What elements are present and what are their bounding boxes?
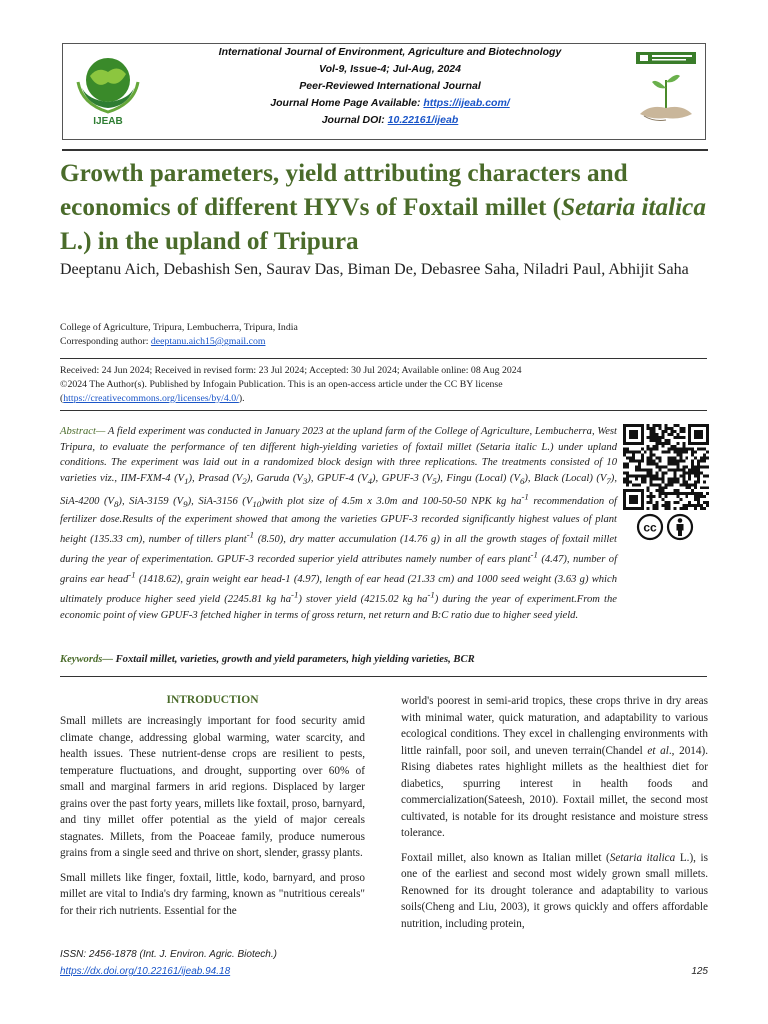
title-species: Setaria italica — [561, 194, 706, 221]
title-part-2: L.) in the upland of Tripura — [60, 228, 359, 255]
article-dates: Received: 24 Jun 2024; Received in revised form: 23 Jul 2024; Accepted: 30 Jul 2024; Available online: 08 Aug 2024 — [60, 365, 522, 376]
svg-text:IJEAB: IJEAB — [93, 116, 123, 127]
meta-rule-bottom — [60, 410, 707, 411]
section-heading-introduction: INTRODUCTION — [166, 694, 259, 706]
license-url-line: (https://creativecommons.org/licenses/by/4.0/). — [60, 393, 245, 404]
abstract — [60, 424, 617, 623]
journal-volume: Vol-9, Issue-4; Jul-Aug, 2024 — [319, 63, 461, 75]
affiliation: College of Agriculture, Tripura, Lembucherra, Tripura, India — [60, 322, 298, 333]
author-list: Deeptanu Aich, Debashish Sen, Saurav Das, Biman De, Debasree Saha, Niladri Paul, Abhijit Saha — [60, 261, 689, 278]
paper-title — [60, 157, 720, 259]
body-paragraph: Foxtail millet, also known as Italian millet (Setaria italica L.), is one of the earliest and second most widely grown small millets. Renowned for its drought tolerance and adaptability to various soils(Cheng and Liu, 2003), it grows quickly and offers affordable nutrition, including protein, — [401, 851, 708, 930]
abstract-rule — [60, 676, 707, 677]
qr-code[interactable] — [622, 424, 710, 510]
svg-text:cc: cc — [643, 520, 657, 535]
homepage-line — [160, 97, 620, 109]
corresponding-email-link[interactable]: deeptanu.aich15@gmail.com — [150, 336, 266, 347]
journal-name: International Journal of Environment, Agriculture and Biotechnology — [218, 46, 562, 58]
footer-issn: ISSN: 2456-1878 (Int. J. Environ. Agric. Biotech.) — [60, 949, 277, 960]
footer-doi — [60, 966, 230, 977]
doi-label: Journal DOI: — [321, 114, 388, 126]
license-statement: ©2024 The Author(s). Published by Infogain Publication. This is an open-access article under the CC BY license — [60, 379, 503, 390]
cover-thumbnail — [630, 50, 702, 126]
body-paragraph: world's poorest in semi-arid tropics, these crops thrive in dry areas with minimal water, quick maturation, and adaptability to various ecological conditions. They excel in challenging environments with little rainfall, poor soil, and uneven terrain(Chandel et al., 2014). Rising diabetes rates highlight millets as the healthiest diet for diabetics, spurring interest in health foods and commercialization(Sateesh, 2010). Foxtail millet, the second most cultivated, is notable for its drought resistance and moisture stress tolerance. — [401, 695, 708, 839]
homepage-label: Journal Home Page Available: — [270, 97, 424, 109]
journal-doi-link[interactable]: 10.22161/ijeab — [387, 114, 459, 126]
journal-logo — [68, 48, 148, 128]
corresponding-label: Corresponding author: — [60, 336, 151, 347]
abstract-label: Abstract— — [60, 426, 106, 437]
keywords-label: Keywords— — [60, 654, 113, 665]
page-number: 125 — [691, 966, 708, 977]
body-paragraph: Small millets like finger, foxtail, little, kodo, barnyard, and proso millet are vital to India's dry farming, known as "nutritious cereals" for their rich nutrients. Essential for the — [60, 871, 365, 917]
license-link[interactable]: https://creativecommons.org/licenses/by/4.0/ — [63, 393, 239, 404]
doi-line — [160, 114, 620, 126]
keywords — [60, 654, 620, 665]
body-column-left — [60, 713, 365, 927]
peer-review-note: Peer-Reviewed International Journal — [299, 80, 481, 92]
body-paragraph: Small millets are increasingly important for food security amid climate change, addressing global warming, water scarcity, and health issues. These nutrient-dense crops are resilient to pests, temperature fluctuations, and drought, supporting over 60% of small and marginal farmers in arid regions. Displaced by larger grains over the past forty years, millets like foxtail, proso, barnyard, and tiny millet offer potential as the yield of major cereals stagnates. Millets, from the Poaceae family, produce numerous grains from a single seed and thrive on short, slender, grassy plants. — [60, 715, 365, 859]
homepage-link[interactable]: https://ijeab.com/ — [423, 97, 510, 109]
title-part-1: Growth parameters, yield attributing characters and economics of different HYVs of Foxtail millet ( — [60, 160, 628, 221]
article-doi-link[interactable]: https://dx.doi.org/10.22161/ijeab.94.18 — [60, 966, 231, 977]
corresponding-author — [60, 335, 720, 349]
meta-rule-top — [60, 358, 707, 359]
keywords-list: Foxtail millet, varieties, growth and yield parameters, high yielding varieties, BCR — [112, 654, 475, 665]
abstract-body: A field experiment was conducted in January 2023 at the upland farm of the College of Agriculture, Lembucherra, West Tripura, to evaluate the performance of ten different high-yielding varieties of foxtail millet (Setaria italic L.) under upland conditions. The experiment was laid out in a randomized block design with three replications. The treatments consisted of 10 varieties viz., IIM-FXM-4 $(V_1)$, Prasad $(V_2)$, Garuda $(V_3)$, GPUF-4 $(V_4)$, GPUF-3 $(V_5)$, Fingu (Local) $(V_6)$, Black (Local) $(V_7)$, SiA-4200 $(V_8)$, SiA-3159 $(V_9)$, SiA-3156 $(V_{10})with$ plot size of 4.5m x 3.0m and 100-50-50 NPK kg $ha^{-1}$ recommendation of fertilizer dose.Results of the experiment showed that among the varieties GPUF-3 recorded significantly highest values of plant height (135.33 cm), number of tillers plant$^{-1}$ (8.50), dry matter accumulation (14.76 g) in all the growth stages of foxtail millet during the year of experimentation. GPUF-3 recorded superior yield attributes namely number of ears plant$^{-1}$ (4.47), number of grains ear head$^{-1}$ (1418.62), grain weight ear head-1 (4.97), length of ear head (21.33 cm) and 1000 seed weight (3.63 g) which ultimately produce higher seed yield (2245.81 kg $ha^{-1}$) stover yield (4215.02 kg $ha^{-1}$) during the year of experiment.From the economic point of view GPUF-3 fetched higher in terms of gross return, net return and B:C ratio due to higher seed yield. — [60, 426, 618, 621]
cc-by-license-icon[interactable] — [636, 513, 696, 541]
header-rule — [62, 149, 708, 151]
body-column-right — [401, 693, 708, 940]
